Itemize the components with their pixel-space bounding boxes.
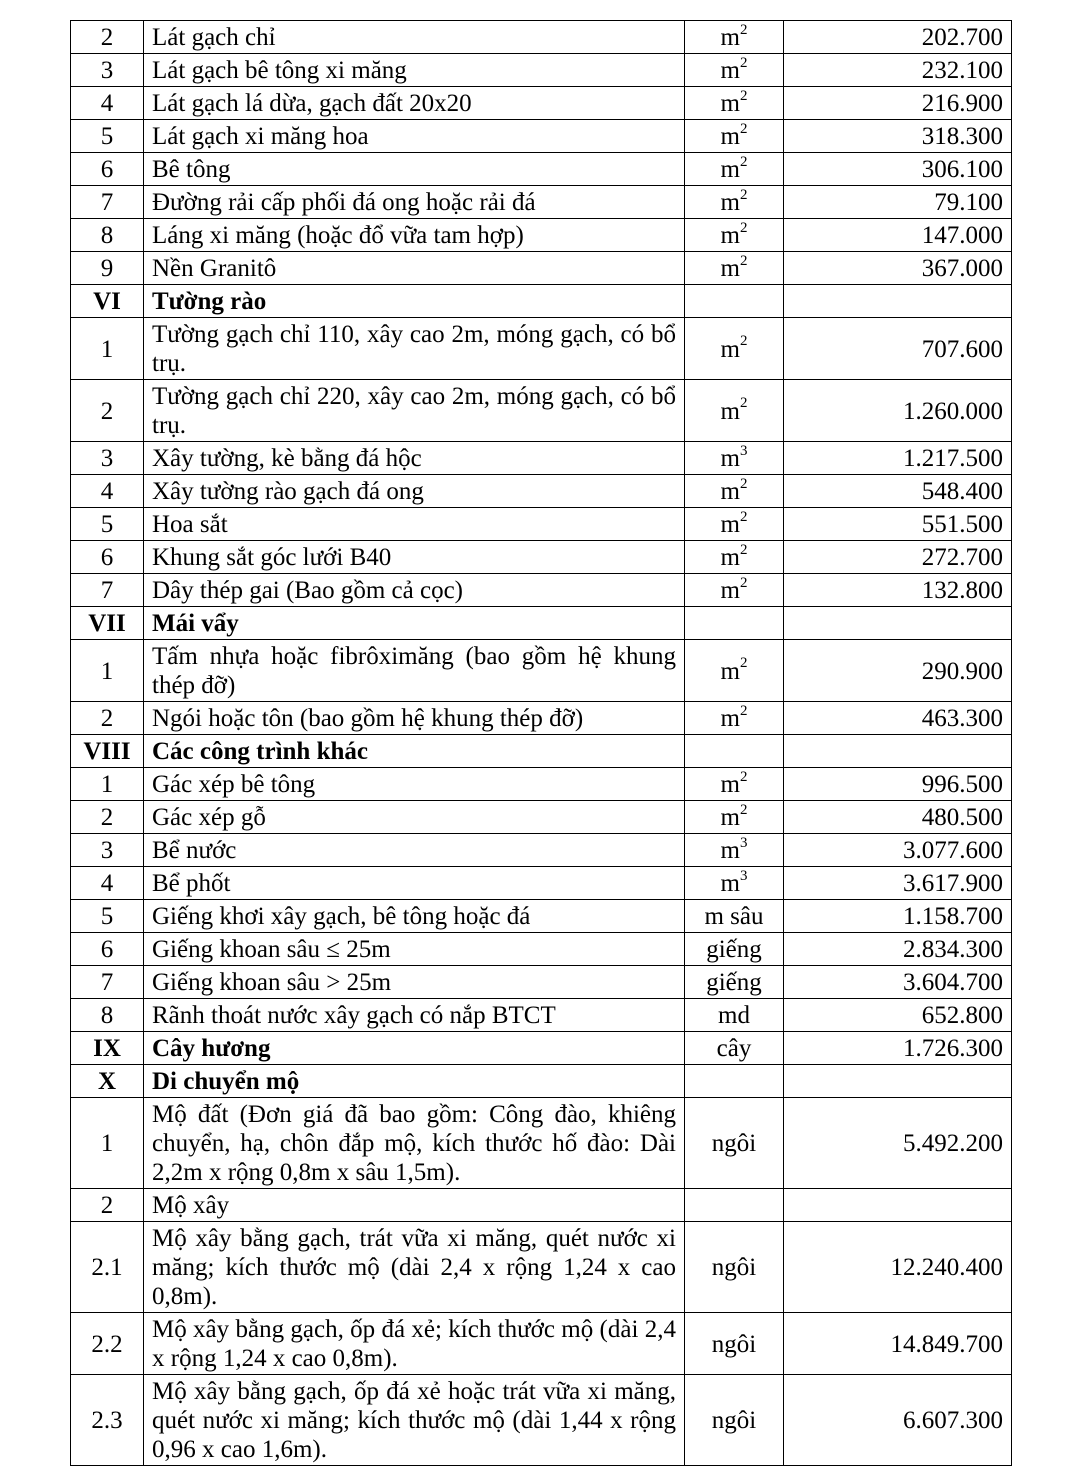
item-number: 6 — [71, 933, 144, 966]
unit-base: m — [720, 511, 740, 538]
item-price: 12.240.400 — [784, 1222, 1012, 1313]
table-row — [71, 1313, 1012, 1375]
unit-base: m — [720, 123, 740, 150]
item-price: 232.100 — [784, 54, 1012, 87]
item-price: 548.400 — [784, 475, 1012, 508]
item-description: Giếng khơi xây gạch, bê tông hoặc đá — [144, 900, 685, 933]
table-row — [71, 834, 1012, 867]
item-number: 5 — [71, 120, 144, 153]
item-price — [784, 285, 1012, 318]
item-price: 463.300 — [784, 702, 1012, 735]
table-row — [71, 120, 1012, 153]
item-description: Lát gạch xi măng hoa — [144, 120, 685, 153]
item-price: 216.900 — [784, 87, 1012, 120]
unit-base: m — [720, 222, 740, 249]
unit-exponent: 2 — [739, 508, 748, 525]
table-row — [71, 380, 1012, 442]
item-unit — [685, 867, 784, 900]
item-description: Gác xép gỗ — [144, 801, 685, 834]
unit-exponent: 2 — [739, 541, 748, 558]
unit-exponent: 2 — [739, 87, 748, 104]
table-row — [71, 999, 1012, 1032]
item-description: Các công trình khác — [144, 735, 685, 768]
item-number: 2 — [71, 21, 144, 54]
item-number: VII — [71, 607, 144, 640]
item-number: VIII — [71, 735, 144, 768]
item-number: 3 — [71, 442, 144, 475]
item-unit — [685, 1313, 784, 1375]
item-price: 1.158.700 — [784, 900, 1012, 933]
item-number: VI — [71, 285, 144, 318]
item-number: 6 — [71, 541, 144, 574]
item-price: 318.300 — [784, 120, 1012, 153]
unit-exponent: 3 — [739, 867, 748, 884]
table-row — [71, 54, 1012, 87]
unit-base: m — [720, 870, 740, 897]
item-number: 9 — [71, 252, 144, 285]
price-table — [70, 20, 1012, 1466]
item-number: IX — [71, 1032, 144, 1065]
item-price: 6.607.300 — [784, 1375, 1012, 1466]
item-price: 1.726.300 — [784, 1032, 1012, 1065]
item-unit — [685, 252, 784, 285]
item-number: 4 — [71, 867, 144, 900]
unit-base: m — [720, 335, 740, 363]
item-price: 2.834.300 — [784, 933, 1012, 966]
unit-base: m — [720, 255, 740, 282]
item-unit — [685, 1032, 784, 1065]
item-unit — [685, 442, 784, 475]
item-description: Mộ đất (Đơn giá đã bao gồm: Công đào, khiêng chuyển, hạ, chôn đắp mộ, kích thước hố đào: Dài 2,2m x rộng 0,8m x sâu 1,5m). — [144, 1098, 685, 1189]
unit-base: md — [718, 1002, 750, 1029]
unit-exponent: 2 — [739, 21, 748, 38]
item-price: 132.800 — [784, 574, 1012, 607]
item-unit — [685, 475, 784, 508]
unit-base: cây — [716, 1035, 752, 1062]
item-unit — [685, 900, 784, 933]
unit-exponent: 2 — [739, 186, 748, 203]
unit-base: ngôi — [711, 1254, 757, 1281]
item-unit — [685, 607, 784, 640]
item-price — [784, 1065, 1012, 1098]
item-number: 2 — [71, 380, 144, 442]
section-row — [71, 285, 1012, 318]
unit-base: m sâu — [704, 903, 764, 930]
item-unit — [685, 1065, 784, 1098]
table-row — [71, 702, 1012, 735]
unit-exponent: 2 — [739, 801, 748, 818]
item-description: Lát gạch chỉ — [144, 21, 685, 54]
item-price: 652.800 — [784, 999, 1012, 1032]
item-description: Lát gạch lá dừa, gạch đất 20x20 — [144, 87, 685, 120]
item-price: 3.604.700 — [784, 966, 1012, 999]
item-unit — [685, 285, 784, 318]
item-price: 367.000 — [784, 252, 1012, 285]
item-price: 551.500 — [784, 508, 1012, 541]
item-description: Di chuyển mộ — [144, 1065, 685, 1098]
item-description: Bê tông — [144, 153, 685, 186]
item-number: 8 — [71, 219, 144, 252]
table-row — [71, 219, 1012, 252]
item-description: Mái vẩy — [144, 607, 685, 640]
item-unit — [685, 933, 784, 966]
item-description: Hoa sắt — [144, 508, 685, 541]
unit-exponent: 2 — [739, 219, 748, 236]
unit-base: m — [720, 544, 740, 571]
unit-exponent: 2 — [739, 475, 748, 492]
item-unit — [685, 186, 784, 219]
unit-exponent: 2 — [739, 333, 748, 350]
unit-exponent: 3 — [739, 834, 748, 851]
unit-base: m — [720, 24, 740, 51]
unit-base: m — [720, 804, 740, 831]
item-number: 5 — [71, 508, 144, 541]
item-number: 7 — [71, 186, 144, 219]
item-unit — [685, 21, 784, 54]
item-description: Ngói hoặc tôn (bao gồm hệ khung thép đỡ) — [144, 702, 685, 735]
item-price — [784, 735, 1012, 768]
unit-exponent: 2 — [739, 574, 748, 591]
item-price — [784, 1189, 1012, 1222]
item-unit — [685, 120, 784, 153]
item-description: Rãnh thoát nước xây gạch có nắp BTCT — [144, 999, 685, 1032]
section-row — [71, 607, 1012, 640]
item-description: Lát gạch bê tông xi măng — [144, 54, 685, 87]
unit-base: giếng — [706, 969, 762, 996]
unit-base: m — [720, 445, 740, 472]
item-price: 5.492.200 — [784, 1098, 1012, 1189]
unit-base: m — [720, 705, 740, 732]
unit-base: m — [720, 837, 740, 864]
table-row — [71, 1098, 1012, 1189]
item-unit — [685, 1375, 784, 1466]
item-description: Khung sắt góc lưới B40 — [144, 541, 685, 574]
table-row — [71, 1222, 1012, 1313]
item-price: 707.600 — [784, 318, 1012, 380]
item-unit — [685, 54, 784, 87]
item-number: 4 — [71, 87, 144, 120]
item-number: 7 — [71, 574, 144, 607]
unit-exponent: 2 — [739, 54, 748, 71]
item-number: X — [71, 1065, 144, 1098]
unit-exponent: 3 — [739, 442, 748, 459]
item-description: Láng xi măng (hoặc đổ vữa tam hợp) — [144, 219, 685, 252]
item-description: Bể nước — [144, 834, 685, 867]
unit-base: m — [720, 90, 740, 117]
item-description: Nền Granitô — [144, 252, 685, 285]
item-unit — [685, 574, 784, 607]
section-row — [71, 1032, 1012, 1065]
item-description: Tường rào — [144, 285, 685, 318]
table-row — [71, 801, 1012, 834]
item-price: 202.700 — [784, 21, 1012, 54]
item-description: Gác xép bê tông — [144, 768, 685, 801]
item-price: 290.900 — [784, 640, 1012, 702]
item-description: Xây tường, kè bằng đá hộc — [144, 442, 685, 475]
table-row — [71, 475, 1012, 508]
item-number: 2.2 — [71, 1313, 144, 1375]
item-price: 147.000 — [784, 219, 1012, 252]
item-description: Bể phốt — [144, 867, 685, 900]
item-price: 3.617.900 — [784, 867, 1012, 900]
item-unit — [685, 153, 784, 186]
item-price: 272.700 — [784, 541, 1012, 574]
unit-base: ngôi — [711, 1407, 757, 1434]
table-row — [71, 508, 1012, 541]
item-price: 306.100 — [784, 153, 1012, 186]
unit-base: m — [720, 478, 740, 505]
item-unit — [685, 1189, 784, 1222]
item-number: 4 — [71, 475, 144, 508]
item-description: Mộ xây bằng gạch, ốp đá xẻ hoặc trát vữa xi măng, quét nước xi măng; kích thước mộ (dài 1,44 x rộng 0,96 x cao 1,6m). — [144, 1375, 685, 1466]
item-price: 79.100 — [784, 186, 1012, 219]
unit-exponent: 2 — [739, 702, 748, 719]
unit-base: m — [720, 189, 740, 216]
item-price — [784, 607, 1012, 640]
item-unit — [685, 999, 784, 1032]
unit-exponent: 2 — [739, 395, 748, 412]
item-number: 3 — [71, 834, 144, 867]
table-row — [71, 186, 1012, 219]
item-number: 1 — [71, 318, 144, 380]
unit-base: m — [720, 657, 740, 685]
item-number: 7 — [71, 966, 144, 999]
item-number: 6 — [71, 153, 144, 186]
item-description: Tấm nhựa hoặc fibrôximăng (bao gồm hệ khung thép đỡ) — [144, 640, 685, 702]
unit-base: m — [720, 397, 740, 425]
section-row — [71, 735, 1012, 768]
item-number: 8 — [71, 999, 144, 1032]
item-unit — [685, 801, 784, 834]
unit-base: m — [720, 577, 740, 604]
item-unit — [685, 640, 784, 702]
section-row — [71, 1065, 1012, 1098]
unit-exponent: 2 — [739, 153, 748, 170]
item-description: Đường rải cấp phối đá ong hoặc rải đá — [144, 186, 685, 219]
item-number: 2 — [71, 702, 144, 735]
unit-base: m — [720, 156, 740, 183]
item-number: 2 — [71, 801, 144, 834]
table-row — [71, 900, 1012, 933]
table-row — [71, 574, 1012, 607]
table-row — [71, 933, 1012, 966]
item-number: 2 — [71, 1189, 144, 1222]
unit-exponent: 2 — [739, 655, 748, 672]
item-price: 14.849.700 — [784, 1313, 1012, 1375]
item-number: 1 — [71, 640, 144, 702]
item-description: Mộ xây bằng gạch, ốp đá xẻ; kích thước mộ (dài 2,4 x rộng 1,24 x cao 0,8m). — [144, 1313, 685, 1375]
table-row — [71, 966, 1012, 999]
unit-exponent: 2 — [739, 252, 748, 269]
item-description: Dây thép gai (Bao gồm cả cọc) — [144, 574, 685, 607]
item-number: 2.1 — [71, 1222, 144, 1313]
unit-base: m — [720, 57, 740, 84]
table-row — [71, 252, 1012, 285]
item-price: 480.500 — [784, 801, 1012, 834]
unit-base: ngôi — [711, 1130, 757, 1157]
table-row — [71, 153, 1012, 186]
item-price: 996.500 — [784, 768, 1012, 801]
item-unit — [685, 834, 784, 867]
table-row — [71, 867, 1012, 900]
table-row — [71, 87, 1012, 120]
item-unit — [685, 1098, 784, 1189]
item-unit — [685, 219, 784, 252]
table-row — [71, 640, 1012, 702]
item-unit — [685, 508, 784, 541]
item-description: Cây hương — [144, 1032, 685, 1065]
item-description: Mộ xây bằng gạch, trát vữa xi măng, quét nước xi măng; kích thước mộ (dài 2,4 x rộng 1,24 x cao 0,8m). — [144, 1222, 685, 1313]
item-unit — [685, 768, 784, 801]
item-description: Giếng khoan sâu ≤ 25m — [144, 933, 685, 966]
item-unit — [685, 966, 784, 999]
item-description: Tường gạch chỉ 220, xây cao 2m, móng gạch, có bổ trụ. — [144, 380, 685, 442]
price-table-body — [71, 21, 1012, 1466]
item-unit — [685, 380, 784, 442]
item-unit — [685, 87, 784, 120]
table-row — [71, 442, 1012, 475]
table-row — [71, 768, 1012, 801]
item-description: Mộ xây — [144, 1189, 685, 1222]
table-row — [71, 541, 1012, 574]
item-number: 5 — [71, 900, 144, 933]
item-unit — [685, 1222, 784, 1313]
item-number: 3 — [71, 54, 144, 87]
table-row — [71, 1189, 1012, 1222]
unit-base: giếng — [706, 936, 762, 963]
item-description: Tường gạch chỉ 110, xây cao 2m, móng gạch, có bổ trụ. — [144, 318, 685, 380]
unit-exponent: 2 — [739, 120, 748, 137]
item-number: 1 — [71, 1098, 144, 1189]
unit-base: ngôi — [711, 1330, 757, 1358]
item-price: 3.077.600 — [784, 834, 1012, 867]
table-row — [71, 1375, 1012, 1466]
item-unit — [685, 702, 784, 735]
item-price: 1.260.000 — [784, 380, 1012, 442]
item-number: 1 — [71, 768, 144, 801]
item-unit — [685, 541, 784, 574]
unit-exponent: 2 — [739, 768, 748, 785]
unit-base: m — [720, 771, 740, 798]
item-description: Giếng khoan sâu > 25m — [144, 966, 685, 999]
table-row — [71, 21, 1012, 54]
item-number: 2.3 — [71, 1375, 144, 1466]
table-row — [71, 318, 1012, 380]
item-description: Xây tường rào gạch đá ong — [144, 475, 685, 508]
item-unit — [685, 735, 784, 768]
item-price: 1.217.500 — [784, 442, 1012, 475]
item-unit — [685, 318, 784, 380]
